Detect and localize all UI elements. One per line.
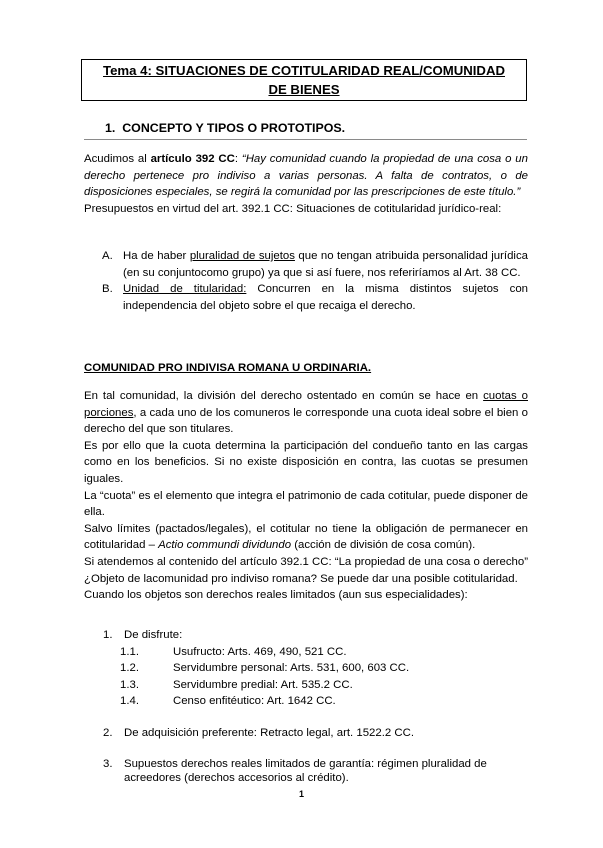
title-box [81,59,527,101]
paragraph: Si atendemos al contenido del artículo 392.1 CC: “La propiedad de una cosa o derecho” ¿Objeto de lacomunidad pro indiviso romana? Se puede dar una posible cotitularidad. [84,555,528,585]
sub-text: Censo enfitéutico: Art. 1642 CC. [173,695,336,708]
section-1-title: CONCEPTO Y TIPOS O PROTOTIPOS. [122,121,346,135]
intro-lead: Acudimos al [84,153,151,165]
sub-text: Usufructo: Arts. 469, 490, 521 CC. [173,645,347,658]
item-underlined: Unidad de titularidad: [123,283,247,296]
intro-paragraph [84,151,528,217]
list-item [102,281,528,314]
body-text [84,388,528,604]
list-item [103,757,528,786]
p4-italic: Actio commundi dividundo [158,539,292,552]
objects-list [103,627,528,786]
list-marker: B. [102,283,113,296]
p1-underlined: cuotas o porciones [84,390,528,419]
presupuestos-line: Presupuestos en virtud del art. 392.1 CC: Situaciones de cotitularidad jurídico-real: [84,202,502,215]
paragraph: La “cuota” es el elemento que integra el patrimonio de cada cotitular, puede disponer de ella. [84,489,528,519]
p1-post: , a cada uno de los comuneros le corresponde una cuota ideal sobre el bien o derecho del que son titulares. [84,406,528,436]
list-item [102,248,528,281]
p1-pre: En tal comunidad, la división del derecho ostentado en común se hace en [84,390,484,402]
section-divider [84,139,527,140]
item-text-pre: Ha de haber [123,250,190,262]
intro-colon: : [234,153,242,165]
list-marker: A. [102,250,113,262]
page-number: 1 [298,789,304,799]
item-text-post: que no tengan atribuida personalidad jurídica (en su conjuntocomo grupo) ya que si así fuere, nos referiríamos al Art. 38 CC. [123,250,528,279]
list-marker: 2. [103,726,113,739]
list-marker: 3. [103,757,113,770]
item-underlined: pluralidad de sujetos [189,250,295,262]
sub-marker: 1.2. [120,662,139,675]
section-2-heading: COMUNIDAD PRO INDIVISA ROMANA U ORDINARIA. [84,362,372,374]
sub-list-item [120,693,528,710]
sub-marker: 1.3. [120,678,139,691]
title-line-1: Tema 4: SITUACIONES DE COTITULARIDAD REAL/COMUNIDAD [103,63,505,78]
sub-marker: 1.4. [120,695,139,708]
paragraph: Cuando los objetos son derechos reales limitados (aun sus especialidades): [84,589,468,602]
article-ref: artículo 392 CC [150,153,235,165]
item-text-post: Concurren en la misma distintos sujetos con independencia del objeto sobre el que recaiga el derecho. [123,283,528,312]
title-line-2: DE BIENES [268,81,340,97]
requirements-list [102,248,528,314]
paragraph: Es por ello que la cuota determina la participación del condueño tanto en las cargas como en los beneficios. Si no existe disposición en contra, las cuotas se presumen iguales. [84,439,528,485]
list-item [103,627,528,644]
sub-list-item [120,644,528,661]
item-label: Supuestos derechos reales limitados de garantía: régimen pluralidad de acreedores (derechos accesorios al crédito). [124,757,487,785]
section-1-number: 1. [105,121,116,135]
item-label: De adquisición preferente: Retracto legal, art. 1522.2 CC. [124,726,414,739]
paragraph [84,388,528,438]
section-1-heading [105,121,345,135]
p4-post: (acción de división de cosa común). [291,539,476,552]
sub-text: Servidumbre predial: Art. 535.2 CC. [173,678,353,691]
item-label: De disfrute: [124,629,183,641]
paragraph [84,521,528,554]
p4-pre: Salvo límites (pactados/legales), el cotitular no tiene la obligación de permanecer en cotitularidad – [84,522,528,552]
sub-list [103,644,528,710]
sub-text: Servidumbre personal: Arts. 531, 600, 603 CC. [173,662,410,675]
sub-list-item [120,677,528,694]
article-quote: “Hay comunidad cuando la propiedad de una cosa o un derecho pertenece pro indiviso a varias personas. A falta de contratos, o de disposiciones especiales, se regirá la comunidad por las prescripciones de este título.” [84,153,528,199]
list-item [103,725,528,742]
sub-list-item [120,660,528,677]
list-marker: 1. [103,629,113,641]
sub-marker: 1.1. [120,645,139,658]
